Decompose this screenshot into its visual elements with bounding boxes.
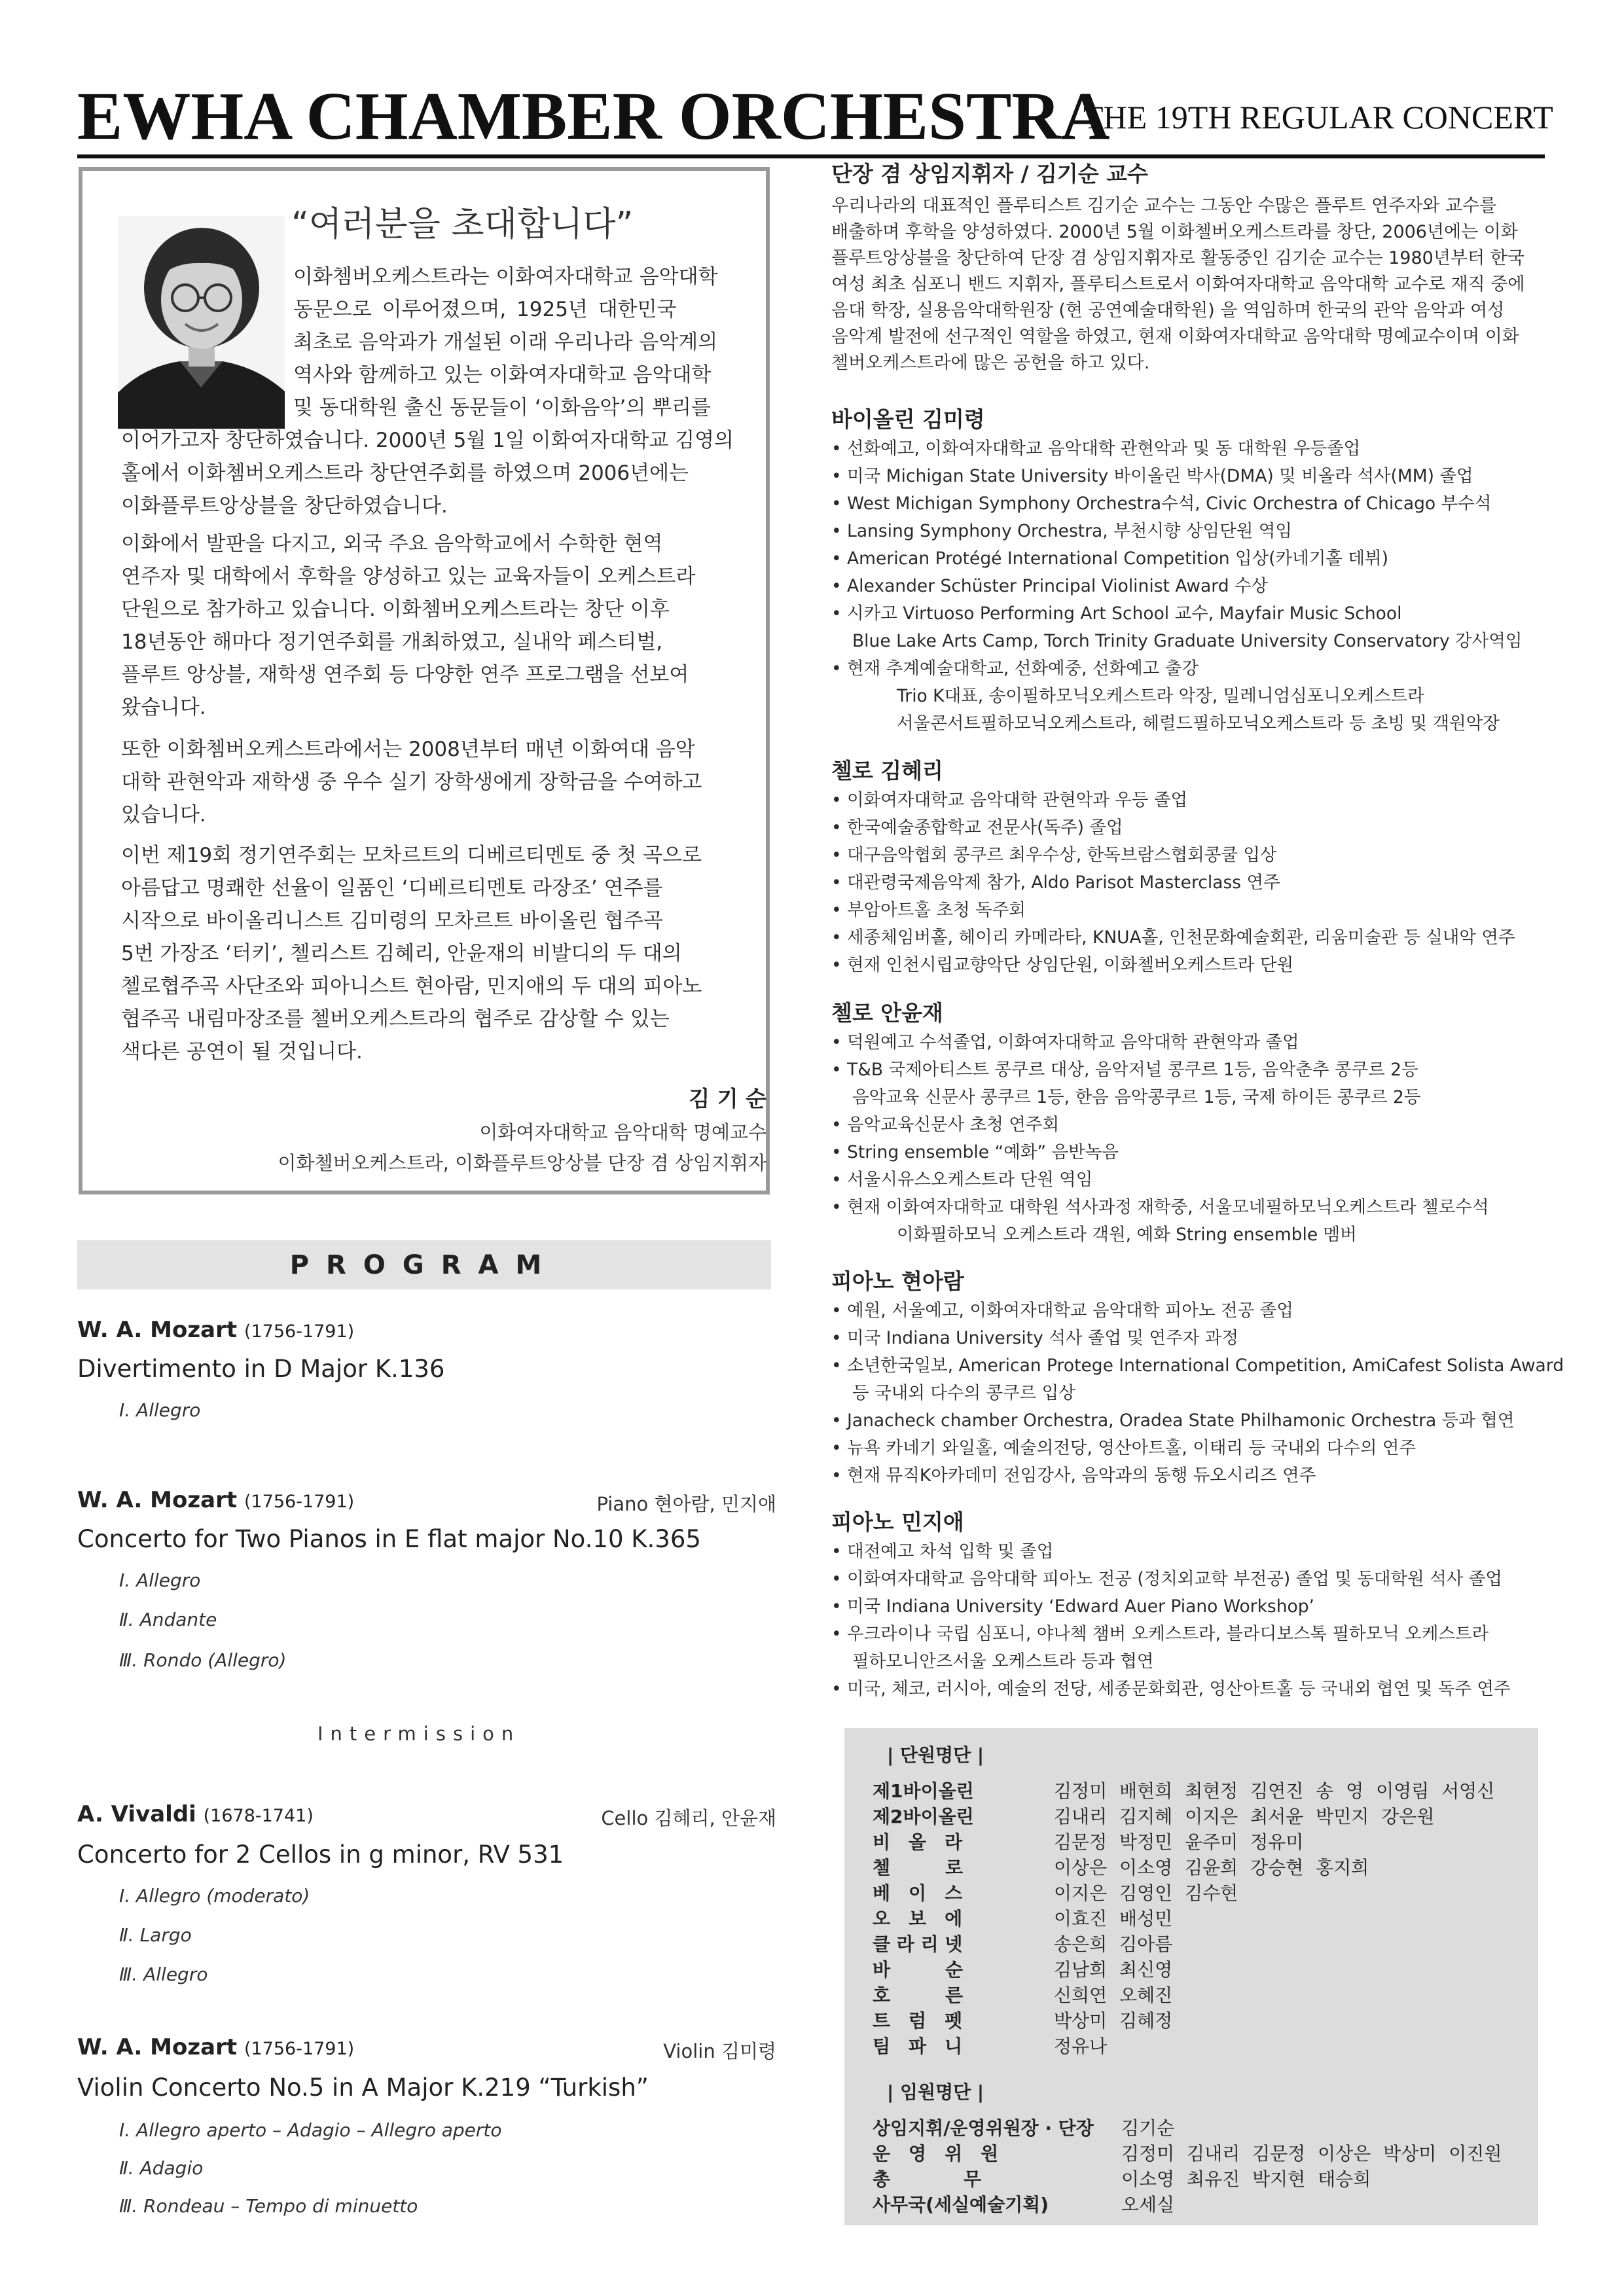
bio-item: • 이화여자대학교 음악대학 피아노 전공 (정치외교학 부전공) 졸업 및 동대학원 석사 졸업 [831, 1569, 1502, 1589]
intro-line: 5번 가장조 ‘터키’, 첼리스트 김혜리, 안윤재의 비발디의 두 대의 [121, 942, 682, 965]
bio-item: • West Michigan Symphony Orchestra수석, Civic Orchestra of Chicago 부수석 [831, 493, 1492, 514]
roster-section: 팀 파 니 [873, 2036, 963, 2057]
bio-line: 음대 학장, 실용음악대학원장 (현 공연예술대학원) 을 역임하며 한국의 관악 음악과 여성 [831, 300, 1505, 321]
bio-item: • String ensemble “예화” 음반녹음 [831, 1142, 1119, 1162]
bio-heading-cello-1: 첼로 김혜리 [831, 758, 943, 783]
staff-names: 오세실 [1121, 2194, 1175, 2215]
bio-item: • 미국 Indiana University ‘Edward Auer Piano Workshop’ [831, 1596, 1314, 1617]
movement: Ⅱ. Andante [119, 1609, 217, 1630]
bio-item: Trio K대표, 송이필하모닉오케스트라 악장, 밀레니엄심포니오케스트라 [897, 686, 1424, 706]
intro-line: 이화플루트앙상블을 창단하였습니다. [121, 494, 448, 518]
work-title: Concerto for Two Pianos in E flat major No.10 K.365 [77, 1525, 701, 1553]
bio-item: • 소년한국일보, American Protege International Competition, AmiCafest Solista Award [831, 1355, 1564, 1376]
program-heading: PROGRAM [289, 1249, 559, 1280]
roster-members: 신희연 오혜진 [1054, 1984, 1173, 2006]
composer-line [77, 1801, 314, 1827]
roster-section: 오 보 에 [873, 1908, 963, 1929]
intro-line: 이화에서 발판을 다지고, 외국 주요 음악학교에서 수학한 현역 [121, 532, 663, 556]
bio-item: 서울콘서트필하모닉오케스트라, 헤럴드필하모닉오케스트라 등 초빙 및 객원악장 [897, 713, 1500, 734]
intro-line: 왔습니다. [121, 696, 206, 719]
composer-line [77, 2034, 354, 2060]
concert-subtitle: THE 19TH REGULAR CONCERT [1083, 99, 1553, 135]
intro-line: 있습니다. [121, 803, 206, 827]
bio-heading-piano-2: 피아노 민지애 [831, 1509, 964, 1535]
intro-line: 플루트 앙상블, 재학생 연주회 등 다양한 연주 프로그램을 선보여 [121, 663, 689, 687]
intro-paragraph-3 [121, 733, 730, 831]
intro-line: 연주자 및 대학에서 후학을 양성하고 있는 교육자들이 오케스트라 [121, 565, 696, 588]
composer-years: (1678-1741) [203, 1806, 314, 1826]
roster-section: 베 이 스 [873, 1882, 963, 1904]
bio-item: • 덕원예고 수석졸업, 이화여자대학교 음악대학 관현악과 졸업 [831, 1032, 1299, 1052]
roster-members: 김정미 배현희 최현정 김연진 송 영 이영림 서영신 [1054, 1780, 1495, 1802]
performer: Violin 김미령 [663, 2040, 776, 2062]
intro-paragraph-4 [121, 839, 730, 1068]
intro-line: 또한 이화쳄버오케스트라에서는 2008년부터 매년 이화여대 음악 [121, 738, 695, 761]
bio-line: 여성 최초 심포니 밴드 지휘자, 플루티스트로서 이화여자대학교 음악대학 교수로 재직 중에 [831, 274, 1525, 295]
intro-line: 첼로협주곡 사단조와 피아니스트 현아람, 민지애의 두 대의 피아노 [121, 975, 702, 998]
roster-section: 클 라 리 넷 [873, 1933, 963, 1955]
intro-line: 홀에서 이화쳄버오케스트라 창단연주회를 하였으며 2006년에는 [121, 461, 689, 485]
roster-section: 비 올 라 [873, 1831, 963, 1853]
roster-members: 김남희 최신영 [1054, 1959, 1173, 1981]
title-rule [77, 154, 1545, 158]
composer-line [77, 1317, 354, 1343]
movement: Ⅰ. Allegro aperto – Adagio – Allegro aperto [119, 2119, 502, 2141]
bio-list-cello-1 [831, 787, 1515, 979]
intro-line: 18년동안 해마다 정기연주회를 개최하였고, 실내악 페스티벌, [121, 630, 663, 654]
intro-line: 이화쳄버오케스트라는 이화여자대학교 음악대학 [293, 265, 718, 289]
intro-line: 및 동대학원 출신 동문들이 ‘이화음악’의 뿌리를 [293, 396, 711, 420]
bio-item: • Janacheck chamber Orchestra, Oradea State Philhamonic Orchestra 등과 협연 [831, 1410, 1515, 1431]
intro-line: 시작으로 바이올리니스트 김미령의 모차르트 바이올린 협주곡 [121, 909, 663, 933]
bio-item: • 대관령국제음악제 참가, Aldo Parisot Masterclass 연주 [831, 872, 1280, 893]
bio-item: • 현재 인천시립교향악단 상임단원, 이화첼버오케스트라 단원 [831, 955, 1294, 975]
movement: Ⅰ. Allegro [119, 1570, 201, 1591]
composer-name: W. A. Mozart [77, 2034, 238, 2060]
bio-line: 배출하며 후학을 양성하였다. 2000년 5월 이화첼버오케스트라를 창단, 2006년에는 이화 [831, 222, 1518, 242]
bio-item: • 시카고 Virtuoso Performing Art School 교수, Mayfair Music School [831, 603, 1402, 624]
bio-item: • 한국예술종합학교 전문사(독주) 졸업 [831, 817, 1123, 838]
intermission-label: Intermission [317, 1723, 521, 1745]
bio-item: • 부암아트홀 초청 독주회 [831, 900, 1026, 920]
performer: Piano 현아람, 민지애 [596, 1493, 776, 1515]
bio-item: • American Protégé International Competition 입상(카네기홀 데뷔) [831, 548, 1388, 569]
signer-role-2: 이화첼버오케스트라, 이화플루트앙상블 단장 겸 상임지휘자 [278, 1152, 767, 1174]
intro-line: 협주곡 내림마장조를 첼버오케스트라의 협주로 감상할 수 있는 [121, 1007, 670, 1031]
composer-years: (1756-1791) [244, 1321, 355, 1342]
bio-item: • 미국, 체코, 러시아, 예술의 전당, 세종문화회관, 영산아트홀 등 국내외 협연 및 독주 연주 [831, 1679, 1511, 1699]
concert-title: EWHA CHAMBER ORCHESTRA [77, 79, 1110, 154]
invitation-heading: “여러분을 초대합니다” [291, 205, 634, 244]
roster-section: 제2바이올린 [873, 1806, 974, 1827]
bio-item: 이화필하모닉 오케스트라 객원, 예화 String ensemble 멤버 [897, 1225, 1357, 1245]
bio-item: • Lansing Symphony Orchestra, 부천시향 상임단원 역임 [831, 521, 1292, 541]
intro-line: 색다른 공연이 될 것입니다. [121, 1040, 363, 1064]
bio-list-violin [831, 435, 1522, 738]
roster-members: 정유나 [1054, 2036, 1108, 2057]
bio-item: • 우크라이나 국립 심포니, 야나첵 챔버 오케스트라, 블라디보스톡 필하모닉 오케스트라 [831, 1624, 1489, 1644]
bio-list-piano-2 [831, 1538, 1511, 1703]
composer-years: (1756-1791) [244, 1492, 355, 1512]
bio-item: • 음악교육신문사 초청 연주회 [831, 1115, 1060, 1135]
roster-members: 이지은 김영인 김수현 [1054, 1882, 1238, 1904]
intro-line: 역사와 함께하고 있는 이화여자대학교 음악대학 [293, 363, 712, 387]
bio-item: • Alexander Schüster Principal Violinist Award 수상 [831, 576, 1269, 596]
bio-item: • 이화여자대학교 음악대학 관현악과 우등 졸업 [831, 790, 1188, 810]
composer-years: (1756-1791) [244, 2039, 355, 2059]
bio-text-conductor [831, 193, 1525, 376]
members-heading: | 단원명단 | [887, 1744, 984, 1766]
bio-heading-cello-2: 첼로 안윤재 [831, 1000, 943, 1026]
roster-members: 김내리 김지혜 이지은 최서윤 박민지 강은원 [1054, 1806, 1435, 1827]
bio-item: • T&B 국제아티스트 콩쿠르 대상, 음악저널 콩쿠르 1등, 음악춘추 콩쿠르 2등 [831, 1060, 1418, 1080]
movement: Ⅰ. Allegro [119, 1399, 201, 1421]
signer-name: 김 기 순 [689, 1086, 767, 1111]
bio-line: 플루트앙상블을 창단하여 단장 겸 상임지휘자로 활동중인 김기순 교수는 1980년부터 한국 [831, 248, 1525, 268]
bio-item: • 서울시유스오케스트라 단원 역임 [831, 1170, 1093, 1190]
intro-line: 이번 제19회 정기연주회는 모차르트의 디베르티멘토 중 첫 곡으로 [121, 844, 702, 867]
bio-line: 우리나라의 대표적인 플루티스트 김기순 교수는 그동안 수많은 플루트 연주자와 교수를 [831, 196, 1497, 216]
composer-name: W. A. Mozart [77, 1317, 238, 1343]
movement: Ⅲ. Rondo (Allegro) [119, 1649, 287, 1671]
bio-item: • 현재 추계예술대학교, 선화예중, 선화예고 출강 [831, 658, 1199, 679]
bio-heading-conductor: 단장 겸 상임지휘자 / 김기순 교수 [831, 161, 1148, 187]
movement: Ⅲ. Allegro [119, 1964, 208, 1985]
bio-item: • 현재 뮤직K아카데미 전임강사, 음악과의 동행 듀오시리즈 연주 [831, 1465, 1316, 1486]
work-title: Concerto for 2 Cellos in g minor, RV 531 [77, 1840, 564, 1869]
roster-members: 박상미 김혜정 [1054, 2010, 1173, 2032]
bio-item: • 미국 Michigan State University 바이올린 박사(DMA) 및 비올라 석사(MM) 졸업 [831, 466, 1473, 486]
bio-item: 필하모니안즈서울 오케스트라 등과 협연 [852, 1651, 1154, 1672]
movement: Ⅱ. Adagio [119, 2157, 204, 2179]
roster-section: 바 순 [873, 1959, 964, 1981]
bio-item: • 세종체임버홀, 헤이리 카메라타, KNUA홀, 인천문화예술회관, 리움미술관 등 실내악 연주 [831, 927, 1515, 948]
bio-list-cello-2 [831, 1029, 1489, 1249]
signer-role-1: 이화여자대학교 음악대학 명예교수 [479, 1121, 767, 1143]
intro-line: 단원으로 참가하고 있습니다. 이화쳄버오케스트라는 창단 이후 [121, 598, 670, 621]
performer: Cello 김혜리, 안윤재 [601, 1807, 776, 1829]
intro-paragraph-2 [121, 528, 730, 724]
intro-line: 아름답고 명쾌한 선율이 일품인 ‘디베르티멘토 라장조’ 연주를 [121, 876, 663, 900]
intro-line: 대학 관현악과 재학생 중 우수 실기 장학생에게 장학금을 수여하고 [121, 770, 702, 794]
intro-paragraph-1-cont [121, 424, 734, 522]
composer-name: A. Vivaldi [77, 1801, 196, 1827]
bio-line: 음악계 발전에 선구적인 역할을 하였고, 현재 이화여자대학교 음악대학 명예교수이며 이화 [831, 327, 1519, 347]
staff-names: 이소영 최유진 박지현 태승희 [1121, 2168, 1371, 2190]
bio-item: • 선화예고, 이화여자대학교 음악대학 관현악과 및 동 대학원 우등졸업 [831, 439, 1361, 459]
staff-role: 사무국(세실예술기획) [873, 2194, 1049, 2215]
intro-line: 최초로 음악과가 개설된 이래 우리나라 음악계의 [293, 331, 718, 354]
roster-section: 호 른 [873, 1984, 964, 2006]
bio-item: • 대구음악협회 콩쿠르 최우수상, 한독브람스협회콩쿨 입상 [831, 845, 1277, 865]
staff-names: 김정미 김내리 김문정 이상은 박상미 이진원 [1121, 2143, 1502, 2164]
roster-section: 제1바이올린 [873, 1780, 974, 1802]
staff-heading: | 임원명단 | [887, 2081, 984, 2103]
staff-role: 상임지휘/운영위원장 · 단장 [873, 2117, 1094, 2139]
roster-members: 이효진 배성민 [1054, 1908, 1173, 1929]
bio-item: • 대전예고 차석 입학 및 졸업 [831, 1541, 1054, 1562]
movement: Ⅲ. Rondeau – Tempo di minuetto [119, 2195, 418, 2217]
roster-members: 송은희 김아름 [1054, 1933, 1173, 1955]
roster-section: 첼 로 [873, 1857, 964, 1878]
bio-item: • 현재 이화여자대학교 대학원 석사과정 재학중, 서울모네필하모닉오케스트라 첼로수석 [831, 1197, 1489, 1217]
director-photo [118, 216, 285, 429]
intro-line: 동문으로 이루어졌으며, 1925년 대한민국 [293, 298, 677, 321]
bio-item: 등 국내외 다수의 콩쿠르 입상 [852, 1383, 1075, 1403]
bio-item: • 뉴욕 카네기 와일홀, 예술의전당, 영산아트홀, 이태리 등 국내외 다수의 연주 [831, 1438, 1416, 1458]
bio-heading-piano-1: 피아노 현아람 [831, 1268, 964, 1294]
movement: Ⅱ. Largo [119, 1924, 192, 1946]
program-header-bar [77, 1240, 771, 1289]
movement: Ⅰ. Allegro (moderato) [119, 1885, 310, 1907]
staff-role: 운 영 위 원 [873, 2143, 999, 2164]
bio-item: • 미국 Indiana University 석사 졸업 및 연주자 과정 [831, 1328, 1238, 1348]
roster-members: 김문정 박정민 윤주미 정유미 [1054, 1831, 1304, 1853]
staff-role: 총 무 [873, 2168, 982, 2190]
work-title: Violin Concerto No.5 in A Major K.219 “Turkish” [77, 2073, 649, 2102]
composer-line [77, 1487, 354, 1513]
roster-section: 트 럼 펫 [873, 2010, 963, 2032]
intro-line: 이어가고자 창단하였습니다. 2000년 5월 1일 이화여자대학교 김영의 [121, 429, 734, 452]
bio-list-piano-1 [831, 1297, 1564, 1490]
roster-members: 이상은 이소영 김윤희 강승현 홍지희 [1054, 1857, 1369, 1878]
intro-paragraph-1 [293, 260, 732, 424]
composer-name: W. A. Mozart [77, 1487, 238, 1513]
bio-line: 첼버오케스트라에 많은 공헌을 하고 있다. [831, 353, 1150, 373]
staff-names: 김기순 [1121, 2117, 1175, 2139]
bio-item: Blue Lake Arts Camp, Torch Trinity Graduate University Conservatory 강사역임 [852, 631, 1523, 651]
bio-item: • 예원, 서울예고, 이화여자대학교 음악대학 피아노 전공 졸업 [831, 1300, 1293, 1321]
work-title: Divertimento in D Major K.136 [77, 1355, 445, 1383]
bio-heading-violin: 바이올린 김미령 [831, 406, 985, 432]
bio-item: 음악교육 신문사 콩쿠르 1등, 한음 음악콩쿠르 1등, 국제 하이든 콩쿠르 2등 [852, 1087, 1421, 1107]
